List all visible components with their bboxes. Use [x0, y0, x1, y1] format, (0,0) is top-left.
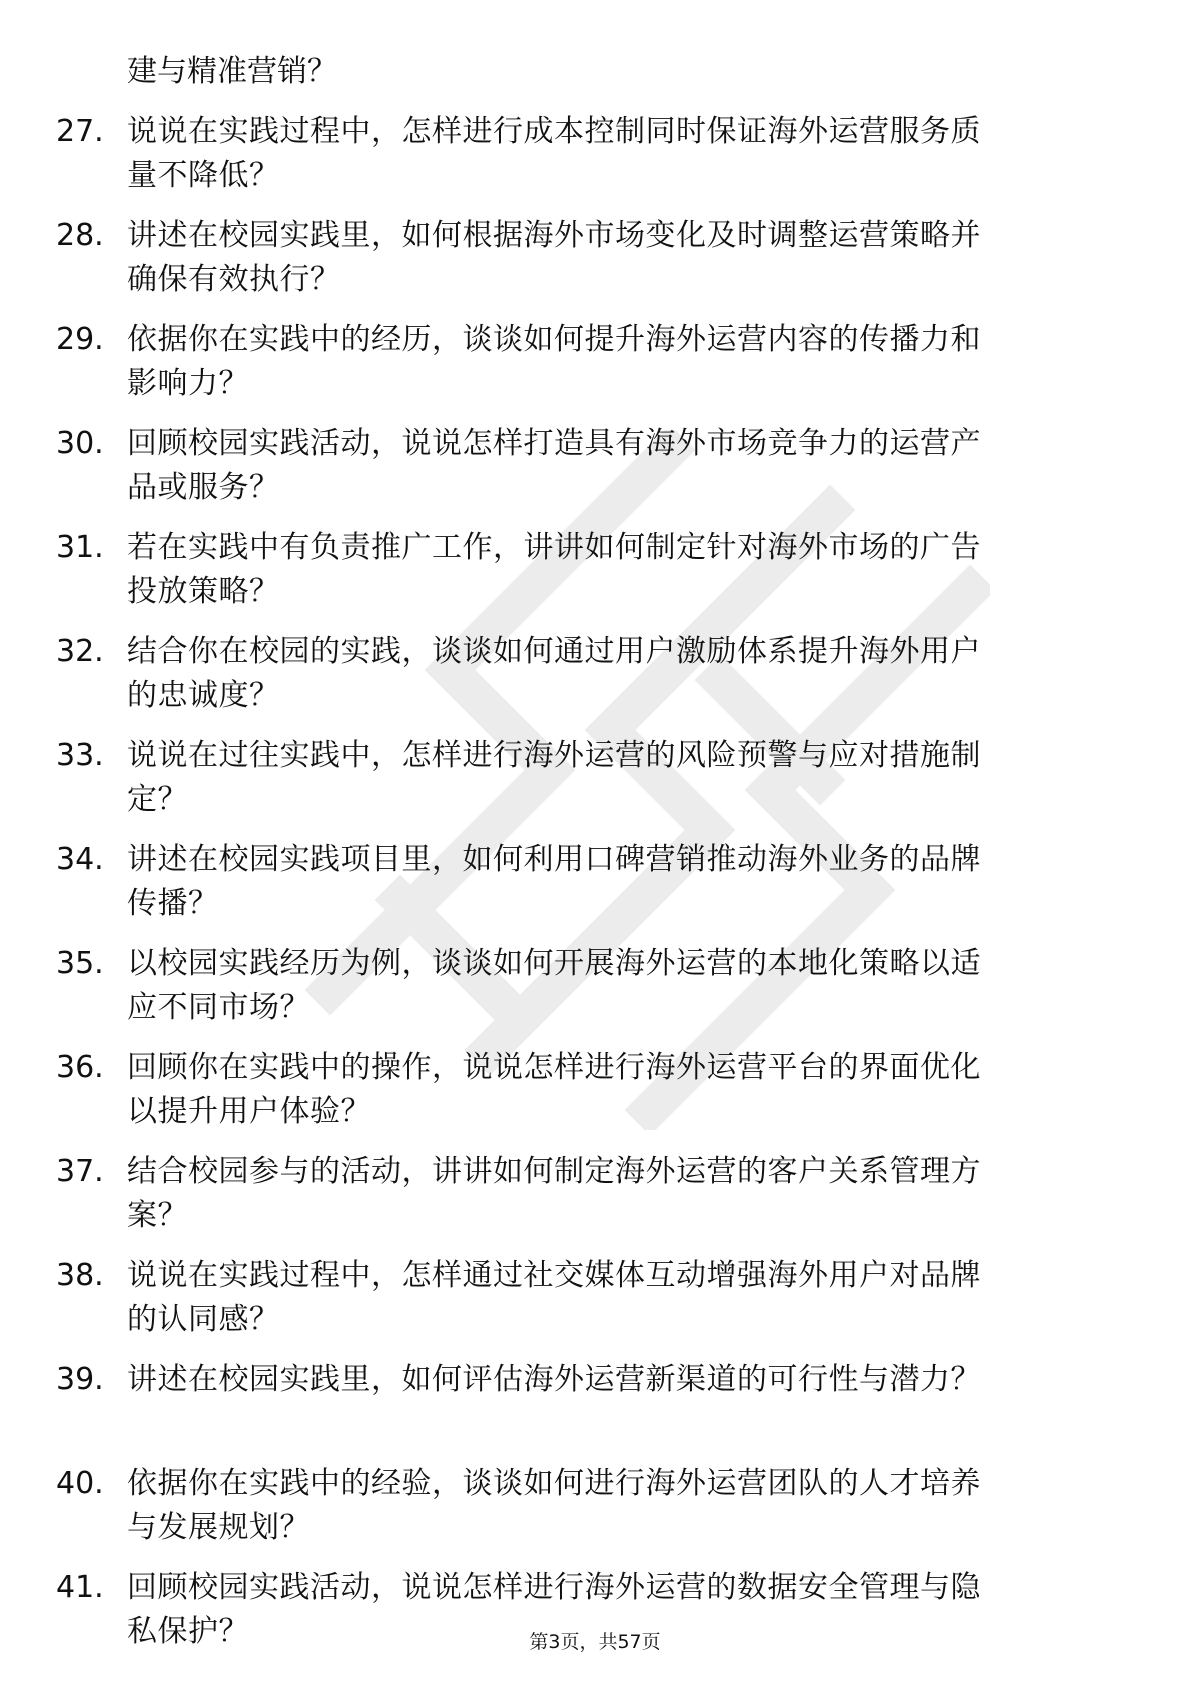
question-number: 28. [56, 218, 104, 253]
question-item [0, 630, 1190, 734]
question-text-line: 投放策略？ [127, 574, 280, 609]
question-text [127, 526, 1117, 614]
question-text-line: 以校园实践经历为例，谈谈如何开展海外运营的本地化策略以适 [127, 946, 981, 981]
question-item [0, 838, 1190, 942]
continued-question-text: 建与精准营销？ [127, 54, 337, 89]
question-item [0, 734, 1190, 838]
question-number: 34. [56, 842, 104, 877]
question-item [0, 110, 1190, 214]
question-item [0, 526, 1190, 630]
question-number: 35. [56, 946, 104, 981]
question-text-line: 依据你在实践中的经历，谈谈如何提升海外运营内容的传播力和 [127, 322, 981, 357]
question-text [127, 734, 1117, 822]
question-number: 36. [56, 1050, 104, 1085]
question-item [0, 1150, 1190, 1254]
question-text [127, 1462, 1117, 1550]
page-footer: 第3页，共57页 [529, 1631, 661, 1653]
question-number: 38. [56, 1258, 104, 1293]
question-text-line: 与发展规划？ [127, 1510, 310, 1545]
question-number: 40. [56, 1466, 104, 1501]
question-item [0, 422, 1190, 526]
question-text-line: 私保护？ [127, 1614, 249, 1649]
question-text-line: 依据你在实践中的经验，谈谈如何进行海外运营团队的人才培养 [127, 1466, 981, 1501]
question-text-line: 结合你在校园的实践，谈谈如何通过用户激励体系提升海外用户 [127, 634, 981, 669]
question-text [127, 630, 1117, 718]
question-text [127, 422, 1117, 510]
question-text [127, 1358, 1117, 1446]
question-text-line: 讲述在校园实践里，如何评估海外运营新渠道的可行性与潜力？ [127, 1362, 981, 1397]
question-number: 37. [56, 1154, 104, 1189]
question-text-line: 说说在实践过程中，怎样进行成本控制同时保证海外运营服务质 [127, 114, 981, 149]
question-text-line [127, 1402, 1117, 1446]
question-item [0, 1046, 1190, 1150]
question-text-line: 讲述在校园实践项目里，如何利用口碑营销推动海外业务的品牌 [127, 842, 981, 877]
question-text-line: 回顾校园实践活动，说说怎样进行海外运营的数据安全管理与隐 [127, 1570, 981, 1605]
question-text [127, 214, 1117, 302]
question-text-line: 回顾你在实践中的操作，说说怎样进行海外运营平台的界面优化 [127, 1050, 981, 1085]
question-list [0, 110, 1190, 1670]
question-number: 39. [56, 1362, 104, 1397]
question-text [127, 110, 1117, 198]
question-number: 30. [56, 426, 104, 461]
question-text-line: 的忠诚度？ [127, 678, 280, 713]
question-number: 29. [56, 322, 104, 357]
question-text [127, 942, 1117, 1030]
question-item [0, 318, 1190, 422]
question-text [127, 1150, 1117, 1238]
question-item [0, 1254, 1190, 1358]
question-text-line: 说说在实践过程中，怎样通过社交媒体互动增强海外用户对品牌 [127, 1258, 981, 1293]
question-number: 41. [56, 1570, 104, 1605]
question-number: 31. [56, 530, 104, 565]
question-text-line: 回顾校园实践活动，说说怎样打造具有海外市场竞争力的运营产 [127, 426, 981, 461]
question-text-line: 案？ [127, 1198, 188, 1233]
question-item [0, 1358, 1190, 1462]
question-text-line: 说说在过往实践中，怎样进行海外运营的风险预警与应对措施制 [127, 738, 981, 773]
question-text-line: 确保有效执行？ [127, 262, 341, 297]
question-text-line: 品或服务？ [127, 470, 280, 505]
question-text [127, 1046, 1117, 1134]
question-text-line: 量不降低？ [127, 158, 280, 193]
question-item [0, 1462, 1190, 1566]
question-text-line: 结合校园参与的活动，讲讲如何制定海外运营的客户关系管理方 [127, 1154, 981, 1189]
question-text-line: 传播？ [127, 886, 219, 921]
question-text-line: 的认同感？ [127, 1302, 280, 1337]
question-text-line: 以提升用户体验？ [127, 1094, 371, 1129]
question-number: 32. [56, 634, 104, 669]
question-item [0, 214, 1190, 318]
question-text-line: 若在实践中有负责推广工作，讲讲如何制定针对海外市场的广告 [127, 530, 981, 565]
question-item [0, 942, 1190, 1046]
question-text-line: 影响力？ [127, 366, 249, 401]
question-number: 27. [56, 114, 104, 149]
question-text [127, 838, 1117, 926]
question-text-line: 定？ [127, 782, 188, 817]
question-text-line: 应不同市场？ [127, 990, 310, 1025]
question-text-line: 讲述在校园实践里，如何根据海外市场变化及时调整运营策略并 [127, 218, 981, 253]
question-text [127, 1254, 1117, 1342]
question-text [127, 318, 1117, 406]
question-number: 33. [56, 738, 104, 773]
